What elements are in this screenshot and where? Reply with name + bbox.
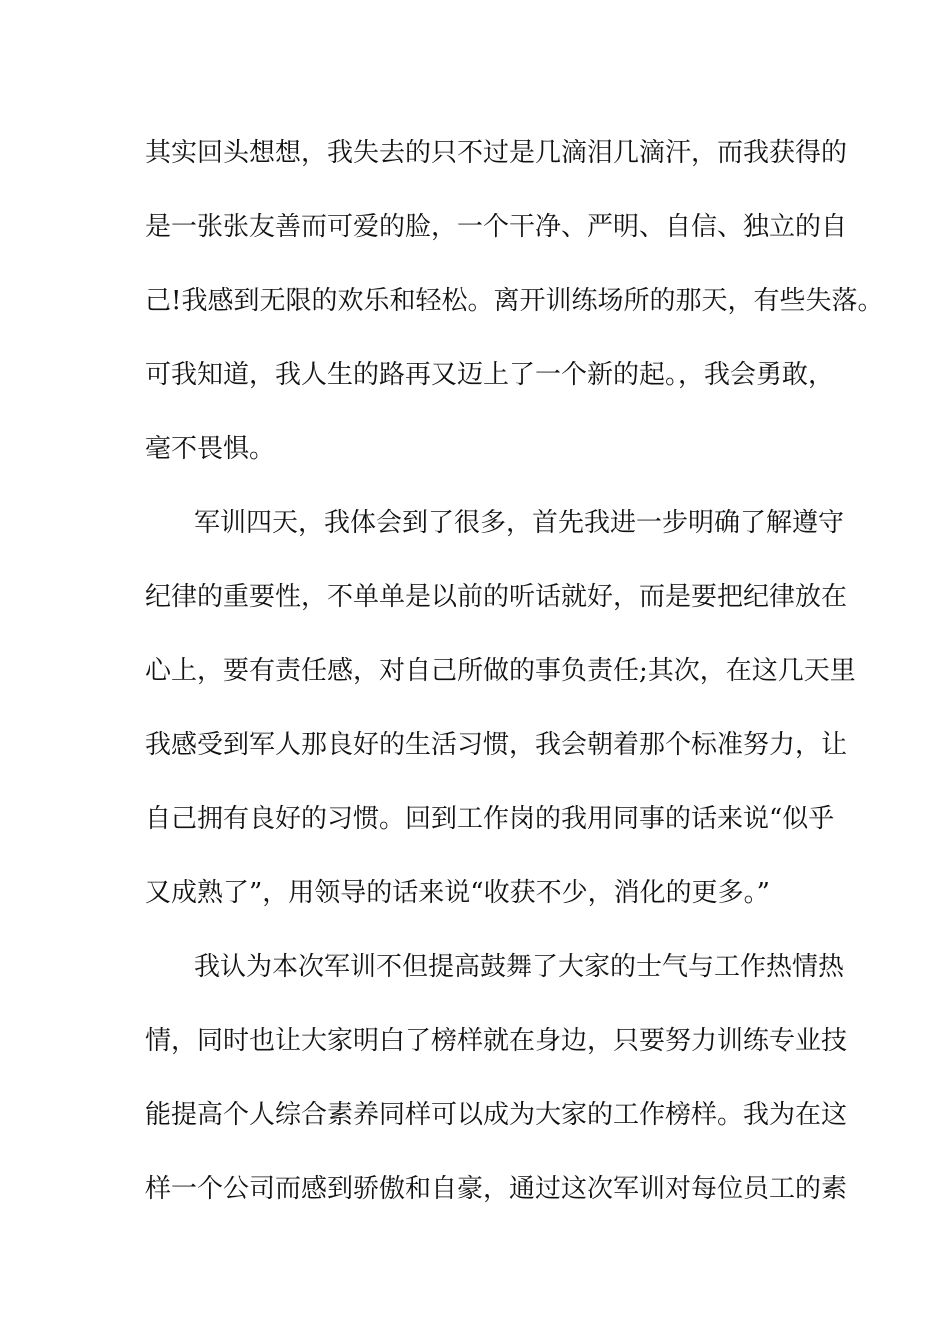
text-line: 样一个公司而感到骄傲和自豪，通过这次军训对每位员工的素 xyxy=(145,1174,848,1204)
text-line: 毫不畏惧。 xyxy=(145,434,276,464)
text-line: 其实回头想想，我失去的只不过是几滴泪几滴汗，而我获得的 xyxy=(145,138,848,168)
text-line: 自己拥有良好的习惯。回到工作岗的我用同事的话来说“似乎 xyxy=(145,804,835,834)
text-line: 能提高个人综合素养同样可以成为大家的工作榜样。我为在这 xyxy=(145,1100,848,1130)
paragraph-first-line: 我认为本次军训不但提高鼓舞了大家的士气与工作热情热 xyxy=(194,952,845,982)
text-line: 己!我感到无限的欢乐和轻松。离开训练场所的那天，有些失落。 xyxy=(145,286,884,316)
text-line: 是一张张友善而可爱的脸，一个干净、严明、自信、独立的自 xyxy=(145,212,848,242)
text-line: 情，同时也让大家明白了榜样就在身边，只要努力训练专业技 xyxy=(145,1026,848,1056)
text-line: 又成熟了”，用领导的话来说“收获不少，消化的更多。” xyxy=(145,878,770,908)
text-line: 心上，要有责任感，对自己所做的事负责任;其次，在这几天里 xyxy=(145,656,856,686)
paragraph-first-line: 军训四天，我体会到了很多，首先我进一步明确了解遵守 xyxy=(194,508,845,538)
text-line: 可我知道，我人生的路再又迈上了一个新的起。，我会勇敢， xyxy=(145,360,835,390)
text-line: 纪律的重要性，不单单是以前的听话就好，而是要把纪律放在 xyxy=(145,582,848,612)
text-line: 我感受到军人那良好的生活习惯，我会朝着那个标准努力，让 xyxy=(145,730,848,760)
